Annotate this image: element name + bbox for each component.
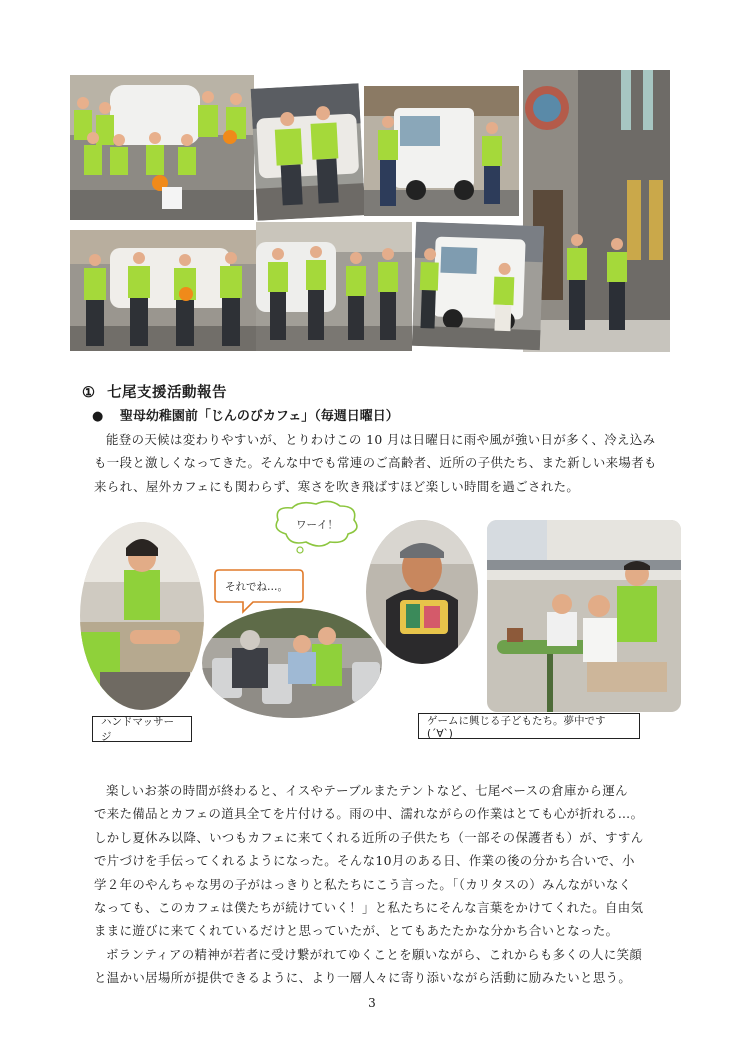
paragraph-line: 楽しいお茶の時間が終わると、イスやテーブルまたテントなど、七尾ベースの倉庫から運ん	[106, 783, 628, 798]
paragraph-line: ままに遊びに来てくれているだけと思っていたが、とてもあたたかな分かち合いとなった。	[94, 923, 619, 939]
paragraph-weather	[94, 428, 672, 498]
speech-bubble-wai	[270, 500, 362, 554]
paragraph-cleanup	[94, 779, 672, 990]
paragraph-line: ボランティアの精神が若者に受け繋がれてゆくことを願いながら、これからも多くの人に笑顔	[106, 946, 643, 962]
photo-church-building	[523, 70, 670, 352]
paragraph-line: しかし夏休み以降、いつもカフェに来てくれる近所の子供たち（一部その保護者も）が、すすん	[94, 829, 644, 845]
paragraph-line: なっても、このカフェは僕たちが続けていく！」と私たちにそんな言葉をかけてくれた。自由気	[94, 900, 644, 916]
page-number: 3	[368, 996, 376, 1010]
section-number: ①	[82, 384, 96, 401]
photo-hand-massage	[80, 522, 204, 710]
paragraph-line: 能登の天候は変わりやすいが、とりわけこの 10 月は日曜日に雨や風が強い日が多く、冷え込み	[106, 432, 656, 447]
speech-bubble-soredene	[213, 568, 305, 614]
photo-two-volunteers-van	[251, 83, 366, 220]
sub-heading	[92, 405, 399, 424]
photo-man-with-gift	[366, 520, 478, 664]
caption-hand-massage: ハンドマッサージ	[92, 716, 192, 742]
photo-truck-two-men	[364, 86, 519, 216]
paragraph-line: 学２年のやんちゃな男の子がはっきりと私たちにこう言った。「（カリタスの）みんながいなく	[94, 876, 632, 892]
caption-children-game: ゲームに興じる子どもたち。夢中です(´∀`)	[418, 713, 640, 739]
paragraph-line: で片づけを手伝ってくれるようになった。そんな10月のある日、作業の後の分かち合いで、小	[94, 853, 635, 869]
bubble-text-soredene: それでね…。	[225, 581, 288, 593]
section-title: 七尾支援活動報告	[107, 384, 228, 401]
section-heading	[82, 381, 227, 402]
bubble-text-wai: ワーイ！	[296, 519, 338, 531]
photo-children-game	[487, 520, 681, 712]
paragraph-line: で来た備品とカフェの道具全てを片付ける。雨の中、濡れながらの作業はとても心が折れる…。	[94, 806, 644, 822]
bullet-icon: ●	[92, 409, 104, 424]
photo-four-volunteers-van	[256, 222, 412, 351]
photo-truck-loading	[412, 222, 544, 350]
paragraph-line: も一段と激しくなってきた。そんな中でも常連のご高齢者、近所の子供たち、また新しい来場者も	[94, 455, 657, 471]
photo-group-with-car	[70, 75, 254, 220]
paragraph-line: 来られ、屋外カフェにも関わらず、寒さを吹き飛ばすほど楽しい時間を過ごされた。	[94, 478, 580, 494]
photo-four-volunteers-car	[70, 230, 256, 351]
photo-cafe-tables	[202, 608, 382, 718]
sub-heading-text: 聖母幼稚園前「じんのびカフェ」（毎週日曜日）	[119, 409, 399, 424]
paragraph-line: と温かい居場所が提供できるように、より一層人々に寄り添いながら活動に励みたいと思う。	[94, 970, 632, 986]
